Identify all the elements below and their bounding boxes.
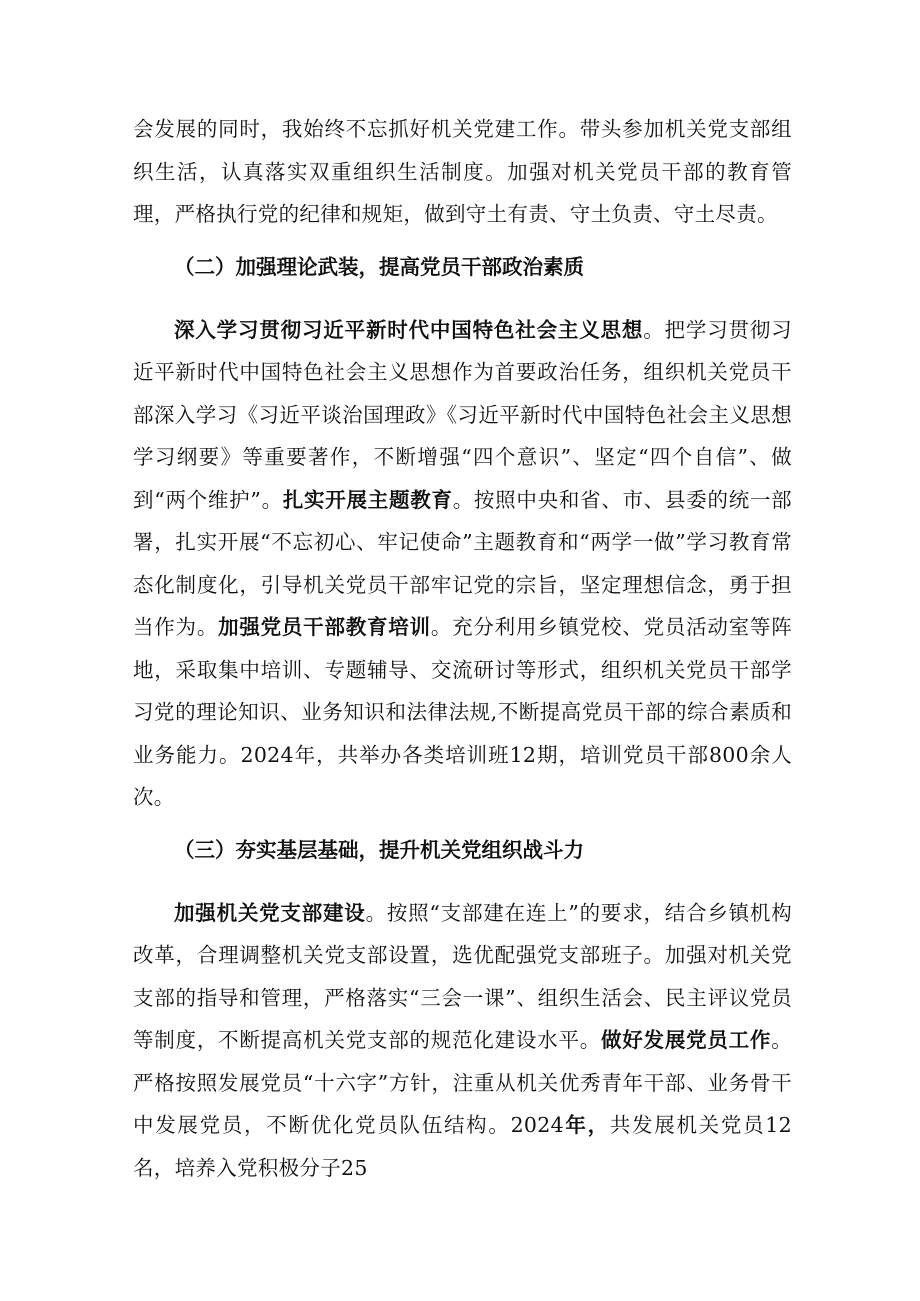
paragraph-theory-study [133,309,792,819]
paragraph-party-building-intro: 会发展的同时，我始终不忘抓好机关党建工作。带头参加机关党支部组织生活，认真落实双重组织生活制度。加强对机关党员干部的教育管理，严格执行党的纪律和规矩，做到守土有责、守土负责、守土尽责。 [133,117,792,226]
text-member-count: 共发展机关党员12名，培养入党积极分子25 [133,1113,792,1180]
section-heading-theory: （二）加强理论武装，提高党员干部政治素质 [174,254,584,279]
text-member-development: 。严格按照发展党员“十六字”方针，注重从机关优秀青年干部、业务骨干中发展党员，不断优化党员队伍结构。2024 [133,1028,792,1137]
bold-lead-training: 加强党员干部教育培训 [218,615,431,639]
bold-lead-study-thought: 深入学习贯彻习近平新时代中国特色社会主义思想 [174,317,644,342]
text-training: 。充分利用乡镇党校、党员活动室等阵地，采取集中培训、专题辅导、交流研讨等形式，组织机关党员干部学习党的理论知识、业务知识和法律法规,不断提高党员干部的综合素质和业务能力。2024年，共举办各类培训班12期，培训党员干部800余人次。 [133,615,792,809]
paragraph-grassroots [133,892,792,1190]
bold-year-marker: 年， [563,1113,610,1137]
bold-lead-member-development: 做好发展党员工作 [601,1028,772,1052]
bold-lead-branch-building: 加强机关党支部建设 [174,900,366,925]
text-study-thought: 。把学习贯彻习近平新时代中国特色社会主义思想作为首要政治任务，组织机关党员干部深入学习《习近平谈治国理政》《习近平新时代中国特色社会主义思想学习纲要》等重要著作，不断增强“四个意识”、坚定“四个自信”、做到“两个维护”。 [133,317,792,512]
text-theme-education: 。按照中央和省、市、县委的统一部署，扎实开展“不忘初心、牢记使命”主题教育和“两学一做”学习教育常态化制度化，引导机关党员干部牢记党的宗旨，坚定理想信念，勇于担当作为。 [133,487,792,639]
bold-lead-theme-education: 扎实开展主题教育 [282,487,453,512]
section-heading-grassroots: （三）夯实基层基础，提升机关党组织战斗力 [174,837,584,862]
text-branch-building: 。按照“支部建在连上”的要求，结合乡镇机构改革，合理调整机关党支部设置，选优配强党支部班子。加强对机关党支部的指导和管理，严格落实“三会一课”、组织生活会、民主评议党员等制度，不断提高机关党支部的规范化建设水平。 [133,900,792,1052]
